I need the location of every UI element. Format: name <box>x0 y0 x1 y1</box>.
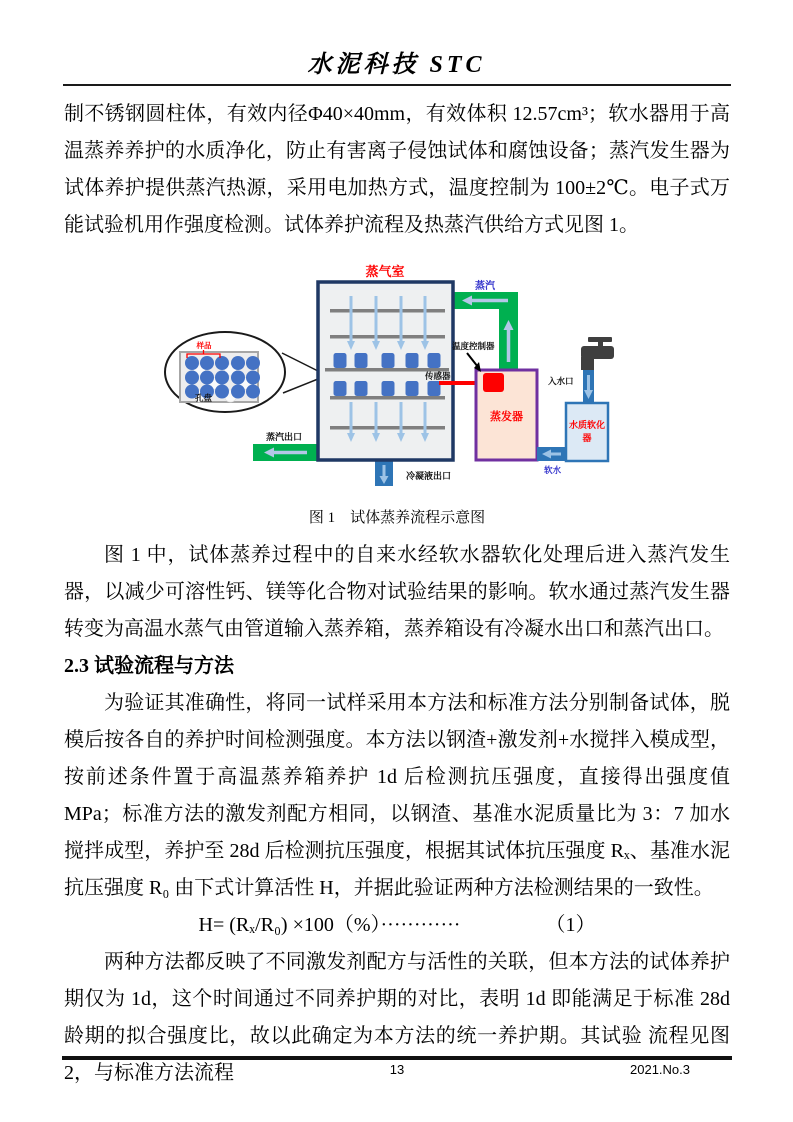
sample-well <box>215 371 229 385</box>
faucet-spout <box>581 357 594 370</box>
sample-well <box>231 371 245 385</box>
callout-line-top <box>282 353 318 371</box>
shelf-bar <box>330 309 445 313</box>
water-softener-label-line2: 器 <box>582 433 592 443</box>
sample-well <box>185 371 199 385</box>
faucet-handle-bar <box>588 337 612 342</box>
sample-well <box>200 371 214 385</box>
temp-controller-label: 温度控制器 <box>452 341 495 351</box>
water-softener <box>566 403 608 461</box>
specimen <box>382 381 395 396</box>
paragraph-3: 为验证其准确性，将同一试样采用本方法和标准方法分别制备试体，脱模后按各自的养护时间检测强度。本方法以钢渣+激发剂+水搅拌入模成型，按前述条件置于高温蒸养箱养护 1d 后检测抗压强度，直接得出强度值 MPa；标准方法的激发剂配方相同，以钢渣、基准水泥质量比为 3：7 加水搅拌成型，养护至 28d 后检测抗压强度，根据其试体抗压强度 Rₓ、基准水泥抗压强度 R₀ 由下式计算活性 H，并据此验证两种方法检测结果的一致性。 <box>64 692 730 899</box>
paragraph-2: 图 1 中，试体蒸养过程中的自来水经软水器软化处理后进入蒸汽发生器，以减少可溶性钙、镁等化合物对试验结果的影响。软水通过蒸汽发生器转变为高温水蒸气由管道输入蒸养箱，蒸养箱设有冷凝水出口和蒸汽出口。 <box>64 544 730 640</box>
sample-well <box>185 356 199 370</box>
specimen <box>334 353 347 368</box>
specimen <box>406 381 419 396</box>
shelf-bar <box>330 396 445 400</box>
sensor-label: 传感器 <box>425 371 451 381</box>
sample-well <box>200 356 214 370</box>
specimen <box>428 381 441 396</box>
water-inlet-label: 入水口 <box>548 376 574 386</box>
specimen <box>334 381 347 396</box>
footer-rule <box>62 1056 732 1060</box>
sample-well <box>246 385 260 399</box>
sample-well <box>246 356 260 370</box>
soft-water-label: 软水 <box>544 465 562 475</box>
paragraph-1: 制不锈钢圆柱体，有效内径Φ40×40mm，有效体积 12.57cm³；软水器用于高温蒸养养护的水质净化，防止有害离子侵蚀试体和腐蚀设备；蒸汽发生器为试体养护提供蒸汽热源，采用电加热方式，温度控制为 100±2℃。电子式万能试验机用作强度检测。试体养护流程及热蒸汽供给方式见图 1。 <box>64 103 730 236</box>
steam-label: 蒸汽 <box>475 281 495 292</box>
water-softener-label-line1: 水质软化 <box>568 420 606 430</box>
sensor-box <box>483 373 504 392</box>
steam-outlet-label: 蒸汽出口 <box>266 432 303 442</box>
equation-number: （1） <box>545 914 596 936</box>
sample-well <box>246 371 260 385</box>
journal-header-title: 水泥科技 STC <box>307 52 486 78</box>
hole-plate-label: 孔盘 <box>195 393 213 403</box>
specimen <box>355 381 368 396</box>
steam-curing-flow-diagram <box>140 250 670 502</box>
shelf-bar <box>330 426 445 430</box>
condensate-outlet-label: 冷凝液出口 <box>406 471 452 481</box>
equation-1 <box>64 907 730 944</box>
section-heading-2-3: 2.3 试验流程与方法 <box>64 655 234 677</box>
header-rule <box>63 84 731 86</box>
specimen <box>428 353 441 368</box>
figure-1-caption: 图 1 试体蒸养流程示意图 <box>308 510 486 526</box>
specimen <box>406 353 419 368</box>
page-footer <box>64 1062 730 1082</box>
paragraph-4: 两种方法都反映了不同激发剂配方与活性的关联，但本方法的试体养护期仅为 1d，这个时间通过不同养护期的对比，表明 1d 即能满足于标准 28d 龄期的拟合强度比，故以此确定为本方法的统一养护期。其试验 流程见图 2，与标准方法流程 <box>64 951 730 1084</box>
page-number: 13 <box>389 1062 405 1077</box>
figure-1 <box>140 250 670 502</box>
temp-controller-pointer <box>467 353 478 367</box>
sample-well <box>215 356 229 370</box>
sample-well <box>231 385 245 399</box>
equation-expression: H= (Rₓ/R₀) ×100（%）············ <box>198 914 461 936</box>
shelf-bar <box>330 335 445 339</box>
issue-label: 2021.No.3 <box>630 1062 690 1077</box>
sample-label: 样品 <box>196 341 212 350</box>
specimen <box>382 353 395 368</box>
sample-well <box>231 356 245 370</box>
sample-well <box>215 385 229 399</box>
evaporator-label: 蒸发器 <box>490 411 523 423</box>
faucet-icon <box>581 337 614 370</box>
specimen <box>355 353 368 368</box>
callout-line-bottom <box>283 379 318 393</box>
steam-chamber-title: 蒸气室 <box>365 264 405 279</box>
